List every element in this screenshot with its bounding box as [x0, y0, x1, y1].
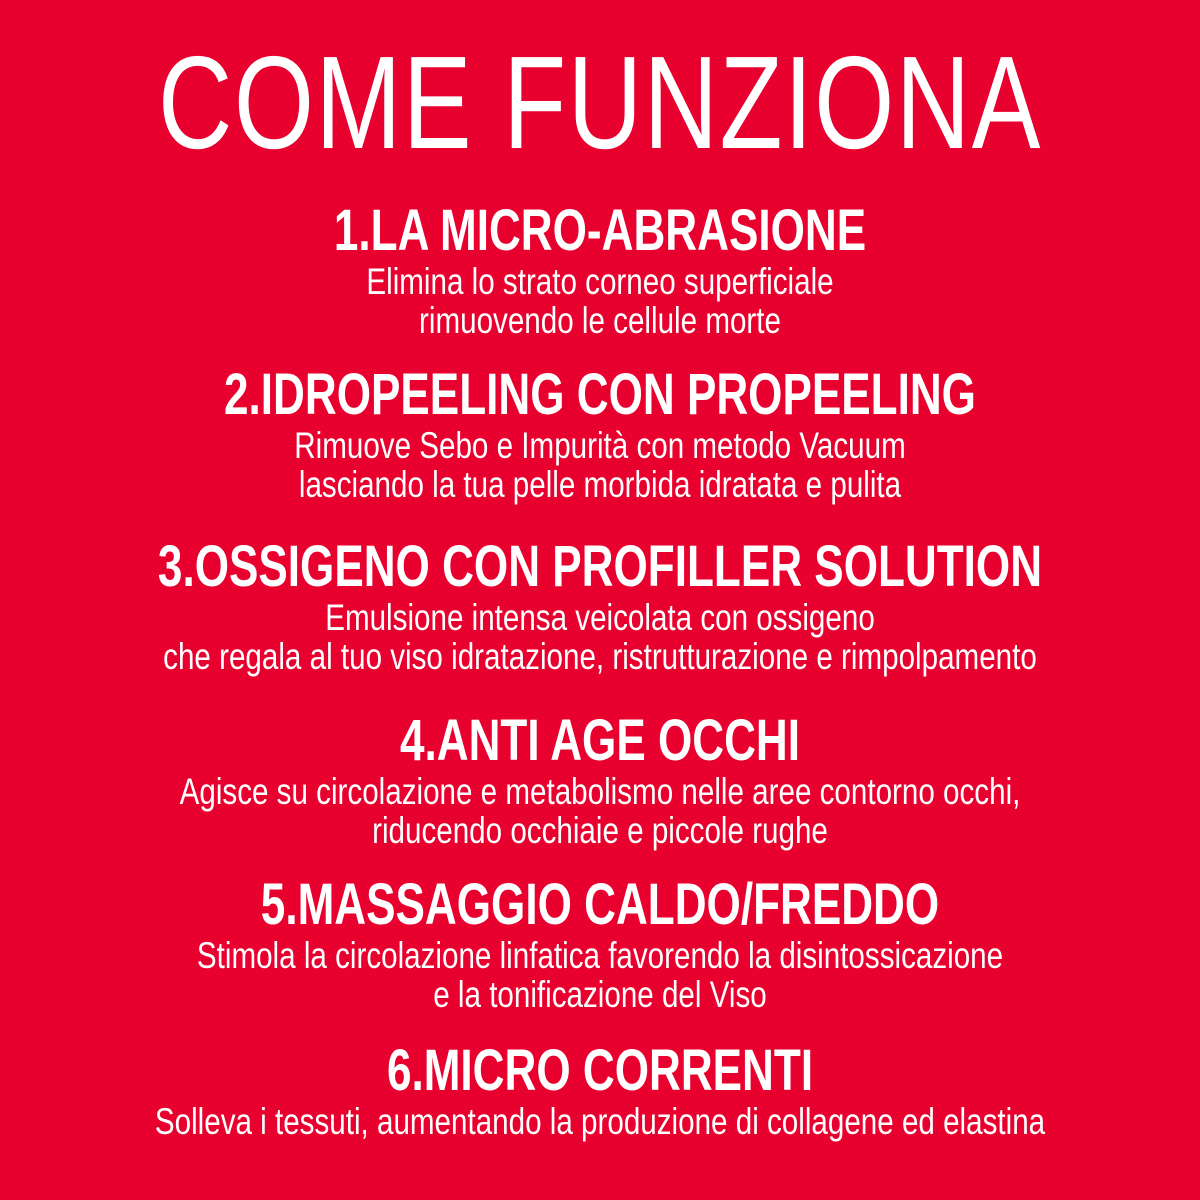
step-heading: 1.LA MICRO-ABRASIONE	[333, 198, 867, 263]
step-3	[0, 536, 1200, 676]
step-description-line: Emulsione intensa veicolata con ossigeno	[325, 597, 875, 638]
step-description-line: Solleva i tessuti, aumentando la produzione di collagene ed elastina	[154, 1101, 1046, 1142]
step-description-line: Elimina lo strato corneo superficiale	[366, 261, 834, 302]
step-6	[0, 1040, 1200, 1141]
step-description-line: rimuovendo le cellule morte	[419, 300, 781, 341]
step-heading: 4.ANTI AGE OCCHI	[399, 708, 801, 773]
step-5	[0, 874, 1200, 1014]
page-title: COME FUNZIONA	[158, 29, 1042, 176]
step-heading: 5.MASSAGGIO CALDO/FREDDO	[260, 872, 940, 937]
step-description-line: Agisce su circolazione e metabolismo nelle aree contorno occhi,	[179, 771, 1021, 812]
step-description-line: che regala al tuo viso idratazione, ristrutturazione e rimpolpamento	[163, 636, 1037, 677]
step-heading: 2.IDROPEELING CON PROPEELING	[224, 362, 976, 427]
step-description-line: Rimuove Sebo e Impurità con metodo Vacuum	[294, 425, 906, 466]
step-description-line: e la tonificazione del Viso	[433, 974, 767, 1015]
step-1	[0, 200, 1200, 340]
step-description-line: riducendo occhiaie e piccole rughe	[372, 810, 828, 851]
step-description-line: Stimola la circolazione linfatica favorendo la disintossicazione	[196, 935, 1004, 976]
step-4	[0, 710, 1200, 850]
step-heading: 3.OSSIGENO CON PROFILLER SOLUTION	[157, 534, 1043, 599]
step-2	[0, 364, 1200, 504]
step-heading: 6.MICRO CORRENTI	[386, 1038, 814, 1103]
step-description-line: lasciando la tua pelle morbida idratata e pulita	[298, 464, 902, 505]
